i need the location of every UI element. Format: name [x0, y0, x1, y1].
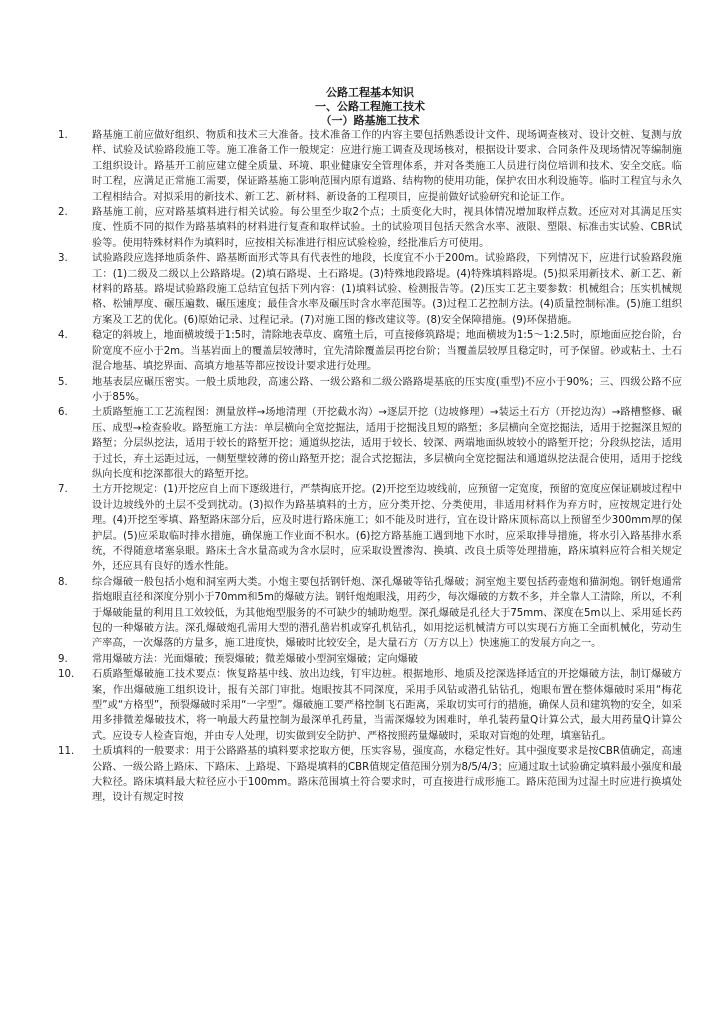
item-text: 稳定的斜坡上，地面横坡缓于1:5时，清除地表草皮、腐殖土后，可直接修筑路堤；地面横坡为1:5～1:2.5时，原地面应挖台阶，台阶宽度不应小于2m。当基岩面上的覆盖层较薄时，宜先清除覆盖层再挖台阶；当覆盖层较厚且稳定时，可予保留。砂或粘土、土石混合地基、填挖界面、高填方地基等都应按设计要求进行处理。: [92, 330, 682, 373]
list-item: [58, 405, 682, 482]
item-text: 土质路堑施工工艺流程图：测量放样→场地清理（开挖截水沟）→逐层开挖（边坡修理）→装运土石方（开挖边沟）→路槽整修、碾压、成型→检查验收。路堑施工方法：单层横向全宽挖掘法，适用于挖掘浅且短的路堑；多层横向全宽挖掘法，适用于挖掘深且短的路堑；分层纵挖法，适用于较长的路堑开挖；通道纵挖法，适用于较长、较深、两端地面纵坡较小的路堑开挖；分段纵挖法，适用于过长，弃土运距过远，一侧堑壁较薄的傍山路堑开挖；混合式挖掘法，多层横向全宽挖掘法和通道纵挖法混合使用，适用于挖线纵向长度和挖深都很大的路堑开挖。: [92, 407, 682, 480]
item-text: 土方开挖规定：(1)开挖应自上而下逐级进行，严禁掏底开挖。(2)开挖至边坡线前，应预留一定宽度，预留的宽度应保证刷坡过程中设计边坡线外的土层不受到扰动。(3)拟作为路基填料的土方，应分类开挖、分类使用，非适用材料作为弃方时，应按规定进行处理。(4)开挖至零填、路堑路床部分后，应及时进行路床施工；如不能及时进行，宜在设计路床顶标高以上预留至少300mm厚的保护层。(5)应采取临时排水措施，确保施工作业面不积水。(6)挖方路基施工遇到地下水时，应采取排导措施，将水引入路基排水系统，不得随意堵塞泉眼。路床土含水量高或为含水层时，应采取设置渗沟、换填、改良土质等处理措施，路床填料应符合相关规定外，还应具有良好的透水性能。: [92, 484, 682, 573]
item-text: 石质路堑爆破施工技术要点：恢复路基中线、放出边线，钉牢边桩。根据地形、地质及挖深选择适宜的开挖爆破方法，制订爆破方案，作出爆破施工组织设计，报有关部门审批。炮眼按其不同深度，采用手风钻或潜孔钻钻孔，炮眼布置在整体爆破时采用“梅花型”或“方格型”，预裂爆破时采用“一字型”。爆破施工要严格控制飞石距离，采取切实可行的措施，确保人员和建筑物的安全，如采用多排微差爆破技术，将一响最大药量控制为最深单孔药量，当需深爆较为困难时，单孔装药量Q计算公式，最大用药量Q计算公式。应设专人检查盲炮，并由专人处理，切实做到安全防护、严格按照药量爆破时，采取对盲炮的处理，填塞钻孔。: [92, 669, 682, 742]
list-item: [58, 744, 682, 806]
list-item: [58, 128, 682, 205]
list-item: [58, 482, 682, 574]
page-title: 公路工程基本知识: [326, 86, 414, 99]
item-text: 试验路段应选择地质条件、路基断面形式等具有代表性的地段，长度宜不小于200m。试验路段，下列情况下，应进行试验路段施工：(1)二级及二级以上公路路堤。(2)填石路堤、土石路堤。(3)特殊地段路堤。(4)特殊填料路堤。(5)拟采用新技术、新工艺、新材料的路基。路堤试验路段施工总结宜包括下列内容：(1)填料试验、检测报告等。(2)压实工艺主要参数：机械组合；压实机械规格、松铺厚度、碾压遍数、碾压速度；最佳含水率及碾压时含水率范围等。(3)过程工艺控制方法。(4)质量控制标准。(5)施工组织方案及工艺的优化。(6)原始记录、过程记录。(7)对施工图的修改建议等。(8)安全保障措施。(9)环保措施。: [92, 253, 682, 326]
list-item: [58, 667, 682, 744]
item-number: 4.: [58, 330, 68, 342]
section-heading: 一、公路工程施工技术: [315, 100, 425, 113]
list-item: [58, 205, 682, 251]
knowledge-list: [58, 128, 682, 806]
item-text: 路基施工前应做好组织、物质和技术三大准备。技术准备工作的内容主要包括熟悉设计文件、现场调查核对、设计交桩、复测与放样、试验及试验路段施工等。施工准备工作一般规定：应进行施工调查及现场核对，根据设计要求、合同条件及现场情况等编制施工组织设计。路基开工前应建立健全质量、环境、职业健康安全管理体系，并对各类施工人员进行岗位培训和技术、安全交底。临时工程，应满足正常施工需要，保证路基施工影响范围内原有道路、结构物的使用功能，保护农田水利设施等。临时工程宜与永久工程相结合。对拟采用的新技术、新工艺、新材料、新设备的工程项目，应提前做好试验研究和论证工作。: [92, 130, 682, 203]
item-number: 11.: [58, 746, 75, 758]
item-number: 3.: [58, 253, 68, 265]
item-number: 2.: [58, 207, 68, 219]
item-number: 7.: [58, 484, 68, 496]
item-number: 5.: [58, 376, 68, 388]
item-number: 8.: [58, 576, 68, 588]
item-text: 常用爆破方法：光面爆破；预裂爆破；微差爆破小型洞室爆破；定向爆破: [92, 653, 418, 665]
item-text: 综合爆破一般包括小炮和洞室两大类。小炮主要包括钢钎炮、深孔爆破等钻孔爆破；洞室炮主要包括药壶炮和猫洞炮。钢钎炮通常指炮眼直径和深度分别小于70mm和5m的爆破方法。钢钎炮炮眼浅，用药少，每次爆破的方数不多，并全靠人工清除，所以，不利于爆破能量的利用且工效较低，为其他炮型服务的不可缺少的辅助炮型。深孔爆破是孔径大于75mm、深度在5m以上、采用延长药包的一种爆破方法。深孔爆破炮孔需用大型的潜孔凿岩机或穿孔机钻孔，如用挖运机械清方可以实现石方施工全面机械化，劳动生产率高，一次爆落的方量多，施工进度快，爆破时比较安全，是大量石方（万方以上）快速施工的发展方向之一。: [92, 576, 682, 650]
list-item: [58, 251, 682, 328]
item-number: 6.: [58, 407, 68, 419]
item-text: 土质填料的一般要求：用于公路路基的填料要求挖取方便，压实容易，强度高，水稳定性好。其中强度要求是按CBR值确定，高速公路、一级公路上路床、下路床、上路堤、下路堤填料的CBR值规定值范围分别为8/5/4/3；应通过取土试验确定填料最小强度和最大粒径。路床填料最大粒径应小于100mm。路床范围填土符合要求时，可直接进行成形施工。路床范围为过湿土时应进行换填处理，设计有规定时按: [92, 746, 682, 804]
list-item: [58, 375, 682, 406]
item-number: 10.: [58, 669, 75, 681]
list-item: [58, 328, 682, 374]
item-number: 9.: [58, 653, 68, 665]
item-text: 路基施工前，应对路基填料进行相关试验。每公里至少取2个点；土质变化大时，视具体情况增加取样点数。还应对对其满足压实度、性质不同的拟作为路基填料的材料进行复查和取样试验。土的试验项目包括天然含水率、液限、塑限、标准击实试验、CBR试验等。使用特殊材料作为填料时，应按相关标准进行相应试验检验，经批准后方可使用。: [92, 207, 682, 249]
list-item: [58, 575, 682, 652]
item-text: 地基表层应碾压密实。一般土质地段，高速公路、一级公路和二级公路路堤基底的压实度(重型)不应小于90%；三、四级公路不应小于85%。: [92, 376, 682, 403]
list-item: [58, 652, 682, 667]
item-number: 1.: [58, 130, 68, 141]
subsection-heading: （一）路基施工技术: [320, 114, 420, 127]
